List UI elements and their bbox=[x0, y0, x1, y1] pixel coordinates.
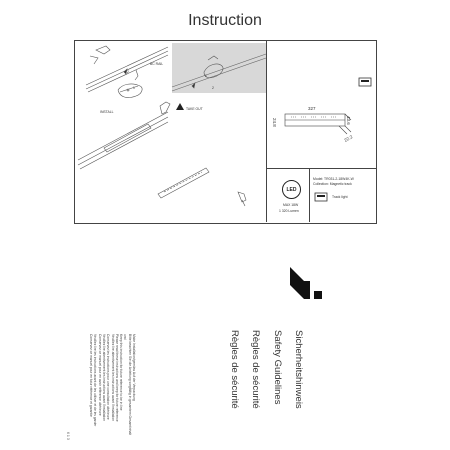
fine-print-line: Conservez ce manuel pour en avoir référence ultérieure bbox=[97, 334, 102, 416]
install-illustration bbox=[76, 42, 266, 222]
fine-print-line: Conservez ce manuel pour en futur référence et garantie bbox=[89, 334, 94, 417]
page-number: 6 1 3 bbox=[66, 432, 70, 440]
step-number: 1 bbox=[205, 74, 207, 78]
brand-logo bbox=[288, 265, 324, 301]
take-out-label: TAKE OUT bbox=[186, 107, 203, 111]
lumen: 1 320 Lumen bbox=[279, 209, 299, 213]
page-title: Instruction bbox=[188, 12, 262, 29]
fine-print-line: und bbox=[123, 334, 128, 340]
fine-print-line: Please read these instructions and keep for future reference bbox=[114, 334, 119, 422]
fine-print-block bbox=[89, 334, 136, 435]
dimension-height: 24.8 bbox=[272, 118, 277, 127]
fine-print-line: Make Installation/gemäss Auf der Verpackung bbox=[132, 334, 136, 401]
fine-print-line: Veuillez lire les instructions avant de les utiliser et de les garder bbox=[93, 334, 98, 427]
step-number: 1 bbox=[133, 86, 135, 90]
guideline-de: Sicherheitshinweis bbox=[293, 330, 304, 409]
fine-print-line: Veuillez lire attentivement les instructions avant l'installation bbox=[110, 334, 115, 421]
led-badge-label: LED bbox=[286, 186, 297, 193]
product-icon bbox=[359, 78, 371, 86]
fine-print-line: Conservez les instructions pour une consultation ultérieure bbox=[106, 334, 111, 420]
step-number: 2 bbox=[127, 70, 129, 74]
fine-print-line: Keep this instruction for future reference to be in line bbox=[119, 334, 124, 411]
guideline-fr: Règles de sécurité bbox=[250, 330, 261, 409]
spec-divider bbox=[309, 168, 310, 222]
dimension-length: 327 bbox=[308, 106, 316, 111]
model: Model: TR031-2-18W4K-W bbox=[313, 177, 354, 181]
fine-print-line: Veuillez lire attentivement les instructions avant l'installation bbox=[101, 334, 106, 421]
frame-divider-horizontal bbox=[266, 168, 376, 169]
guideline-fr-2: Règles de sécurité bbox=[229, 330, 240, 409]
product-name: Track light bbox=[332, 195, 348, 199]
fine-print-line: Bitte beachten Sie die Anleitung sorgfältig in gesamtem Gesamtinhalt bbox=[127, 334, 132, 435]
dimension-width: 22.2 bbox=[343, 134, 354, 143]
rail-label: BC RAIL bbox=[150, 62, 164, 66]
install-label: INSTALL bbox=[100, 110, 114, 114]
max-power: MAX 18W bbox=[283, 203, 299, 207]
step-number: 2 bbox=[212, 86, 214, 90]
track-light-icon bbox=[315, 193, 327, 201]
dimension-depth: 43.6 bbox=[346, 116, 351, 125]
frame-divider-vertical bbox=[266, 40, 267, 222]
led-badge bbox=[282, 180, 301, 199]
guideline-en: Safety Guidelines bbox=[272, 330, 283, 405]
collection: Collection: Magnetic track bbox=[313, 182, 352, 186]
